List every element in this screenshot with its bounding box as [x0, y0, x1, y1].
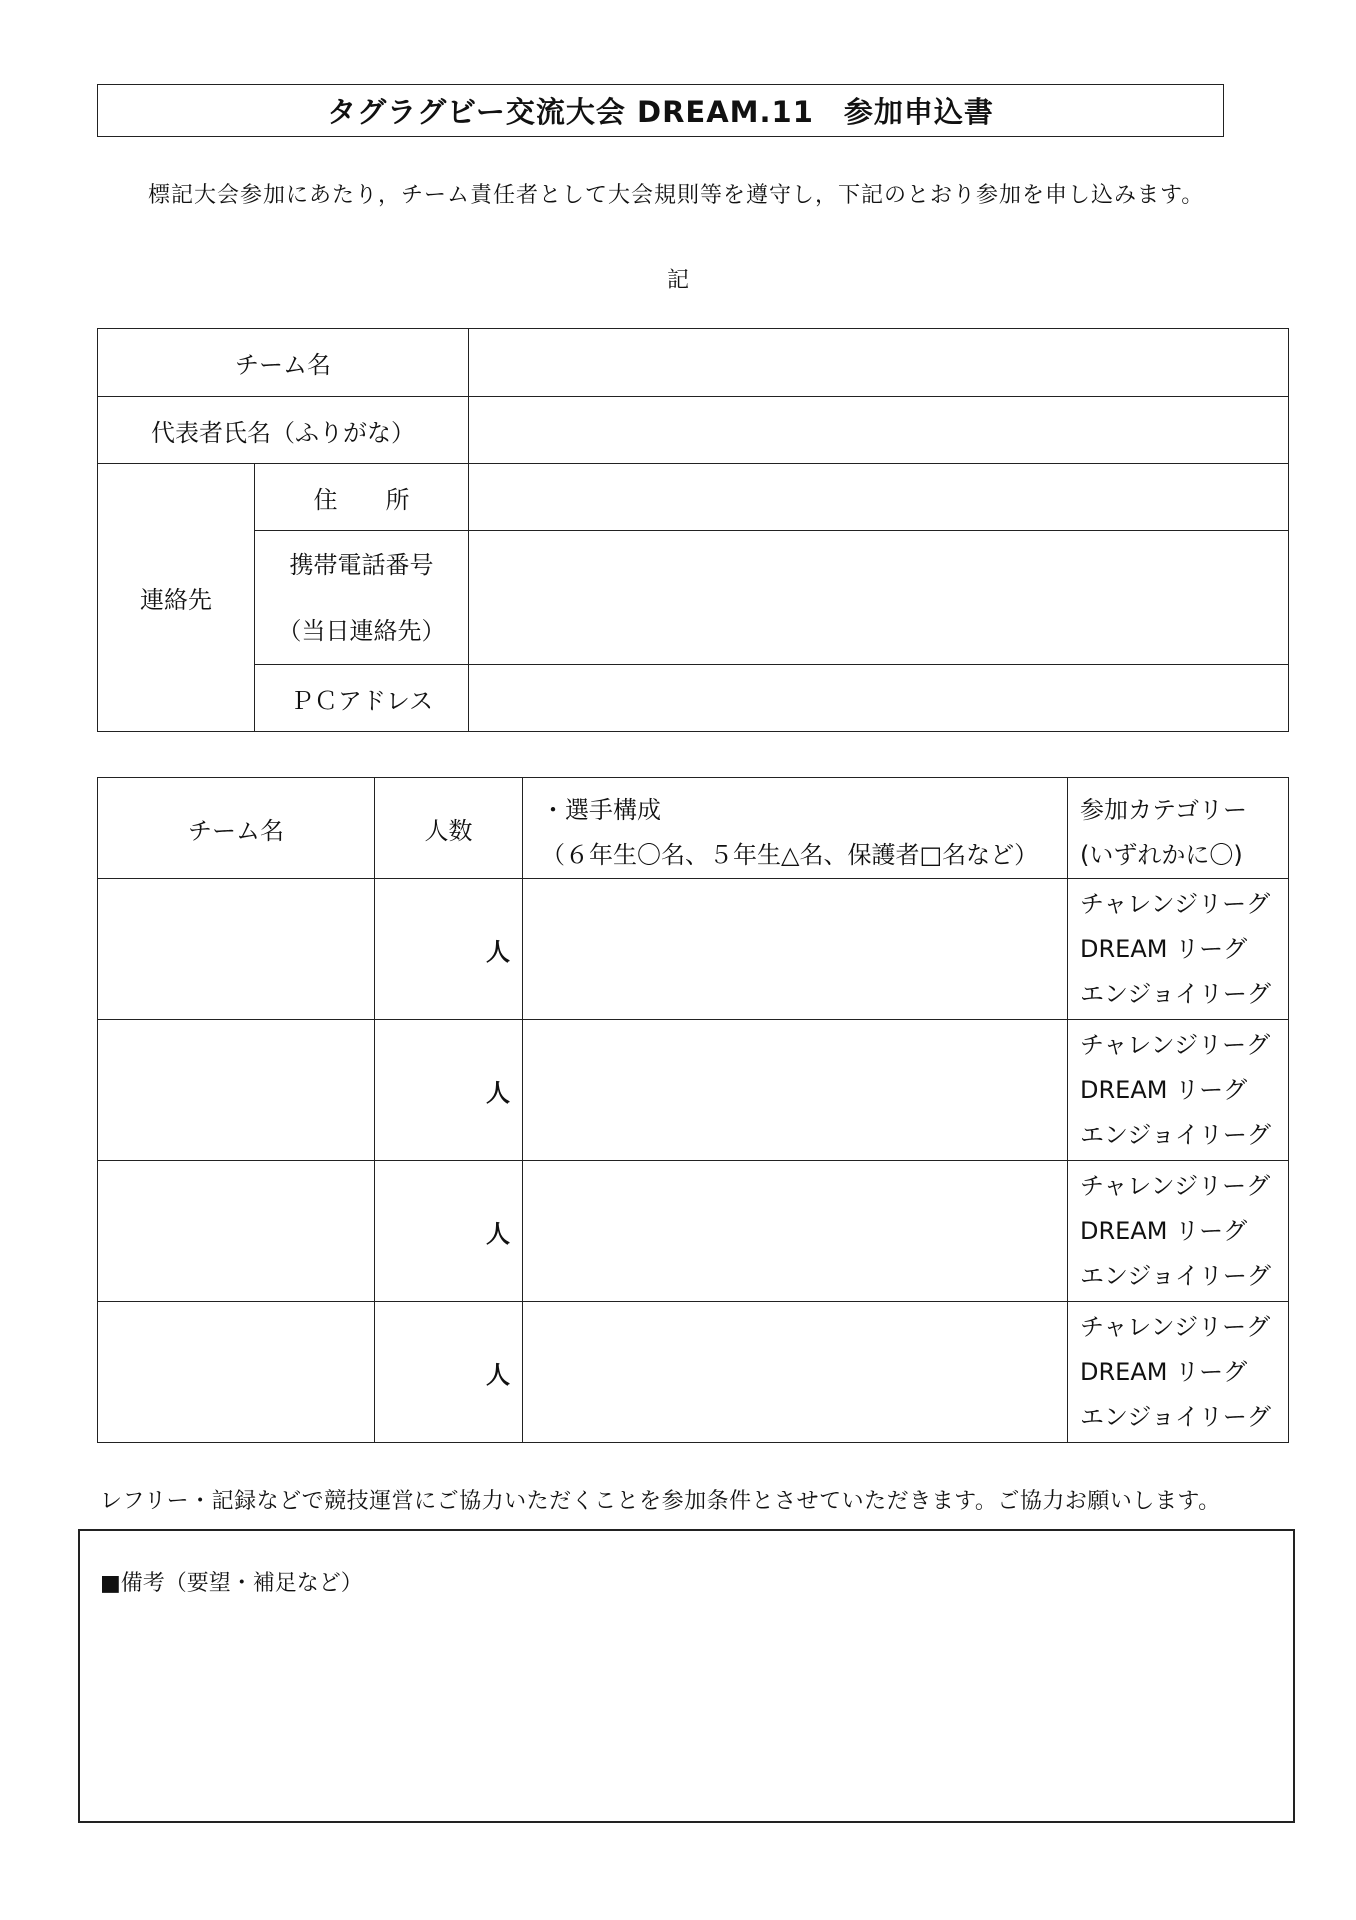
category-option-enjoy[interactable]: エンジョイリーグ: [1080, 1261, 1271, 1290]
entry-row: [98, 1020, 1289, 1161]
entry-count-field[interactable]: 人: [375, 879, 523, 1020]
remarks-label: ■備考（要望・補足など）: [100, 1571, 363, 1596]
category-option-enjoy[interactable]: エンジョイリーグ: [1080, 979, 1271, 1008]
category-option-dream[interactable]: DREAM リーグ: [1080, 934, 1248, 963]
entry-category-options: [1068, 879, 1289, 1020]
team-name-label: チーム名: [98, 329, 469, 397]
representative-label: 代表者氏名（ふりがな）: [98, 397, 469, 464]
pc-address-label: ＰＣアドレス: [255, 665, 469, 732]
header-category: [1068, 778, 1289, 879]
mobile-label-main: 携帯電話番号: [289, 550, 434, 579]
remarks-box[interactable]: [78, 1529, 1295, 1823]
form-title: タグラグビー交流大会 DREAM.11 参加申込書: [97, 84, 1224, 137]
entry-composition-field[interactable]: [523, 1161, 1068, 1302]
header-composition: [523, 778, 1068, 879]
entry-count-field[interactable]: 人: [375, 1302, 523, 1443]
header-category-line1: 参加カテゴリー: [1080, 796, 1248, 824]
team-name-field[interactable]: [469, 329, 1289, 397]
entry-team-name-field[interactable]: [98, 1302, 375, 1443]
category-option-dream[interactable]: DREAM リーグ: [1080, 1357, 1248, 1386]
entry-count-field[interactable]: 人: [375, 1020, 523, 1161]
category-option-dream[interactable]: DREAM リーグ: [1080, 1075, 1248, 1104]
mobile-field[interactable]: [469, 531, 1289, 665]
entry-row: [98, 1161, 1289, 1302]
header-count: 人数: [375, 778, 523, 879]
entry-category-options: [1068, 1161, 1289, 1302]
category-option-challenge[interactable]: チャレンジリーグ: [1080, 1171, 1271, 1200]
mobile-label-sub: （当日連絡先）: [277, 616, 446, 645]
ki-label: 記: [666, 268, 689, 293]
entry-composition-field[interactable]: [523, 879, 1068, 1020]
participation-note: レフリー・記録などで競技運営にご協力いただくことを参加条件とさせていただきます。ご協力お願いします。: [100, 1489, 1221, 1514]
category-option-challenge[interactable]: チャレンジリーグ: [1080, 1312, 1271, 1341]
entry-composition-field[interactable]: [523, 1020, 1068, 1161]
category-option-enjoy[interactable]: エンジョイリーグ: [1080, 1120, 1271, 1149]
entry-team-name-field[interactable]: [98, 879, 375, 1020]
entry-row: [98, 1302, 1289, 1443]
pc-address-field[interactable]: [469, 665, 1289, 732]
category-option-enjoy[interactable]: エンジョイリーグ: [1080, 1402, 1271, 1431]
contact-table: [97, 328, 1289, 732]
header-category-line2: (いずれかに〇): [1080, 841, 1243, 869]
address-label: 住 所: [255, 464, 469, 531]
entry-count-field[interactable]: 人: [375, 1161, 523, 1302]
category-option-dream[interactable]: DREAM リーグ: [1080, 1216, 1248, 1245]
entry-team-name-field[interactable]: [98, 1161, 375, 1302]
address-field[interactable]: [469, 464, 1289, 531]
entry-row: [98, 879, 1289, 1020]
representative-field[interactable]: [469, 397, 1289, 464]
mobile-label: [255, 531, 469, 665]
header-team-name: チーム名: [98, 778, 375, 879]
intro-text: 標記大会参加にあたり，チーム責任者として大会規則等を遵守し，下記のとおり参加を申し込みます。: [148, 183, 1205, 208]
category-option-challenge[interactable]: チャレンジリーグ: [1080, 1030, 1271, 1059]
entry-team-name-field[interactable]: [98, 1020, 375, 1161]
category-option-challenge[interactable]: チャレンジリーグ: [1080, 889, 1271, 918]
header-composition-line2: （６年生〇名、５年生△名、保護者□名など）: [541, 841, 1039, 869]
header-composition-line1: ・選手構成: [541, 796, 661, 824]
entry-category-options: [1068, 1302, 1289, 1443]
entries-table: [97, 777, 1289, 1443]
entry-category-options: [1068, 1020, 1289, 1161]
entry-composition-field[interactable]: [523, 1302, 1068, 1443]
contact-label: 連絡先: [98, 464, 255, 732]
